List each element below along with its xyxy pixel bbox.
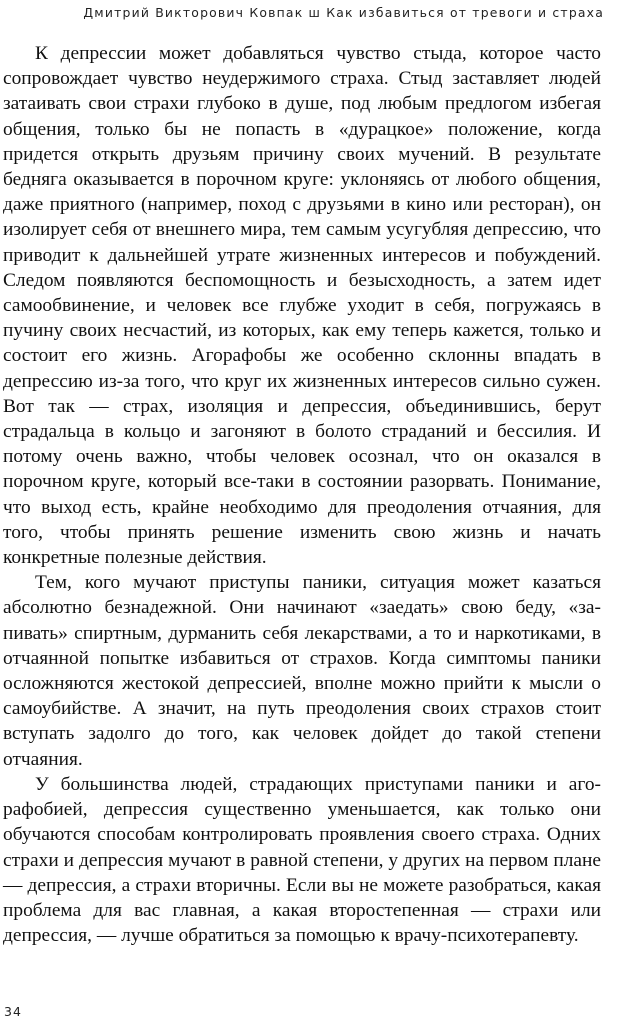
page-number: 34: [4, 1004, 22, 1019]
running-header: Дмитрий Викторович Ковпак ш Как избавиться от тревоги и страха: [83, 5, 604, 20]
paragraph-1: К депрессии может добавляться чувство стыда, которое часто сопровождает чувство неудержимого страха. Стыд заставляет людей затаивать свои страхи глубоко в душе, под любым предлогом избегая общения, только бы не попасть в «дурацкое» положение, когда придется открыть друзьям причину своих мучений. В результате бедняга оказывается в порочном круге: уклоняясь от любого общения, даже приятного (например, поход с друзьями в кино или ресторан), он изолирует себя от внешнего мира, тем самым усугубляя депрессию, что приводит к дальнейшей утрате жизненных интересов и побуждений. Следом появляются беспомощность и безысходность, а затем идет самообвинение, и человек все глубже уходит в себя, погружаясь в пучину своих несчастий, из которых, как ему теперь кажется, только и состоит его жизнь. Агорафобы же особенно склонны впадать в депрессию из-за того, что круг их жизненных интересов сильно сужен. Вот так — страх, изоляция и депрессия, объединившись, берут страдальца в кольцо и загоняют в болото страданий и бессилия. И потому очень важно, чтобы человек осознал, что он оказался в порочном круге, который все-таки в состоянии разорвать. Понимание, что выход есть, крайне необходимо для преодоления отчаяния, для того, чтобы принять решение изменить свою жизнь и начать конкретные полезные действия.: [3, 43, 601, 569]
paragraph-2: Тем, кого мучают приступы паники, ситуация может казаться абсолютно безнадежной. Они начинают «заедать» свою беду, «запивать» спиртным, дурманить себя лекарствами, а то и наркотиками, в отчаянной попытке избавиться от страхов. Когда симптомы паники осложняются жестокой депрессией, вполне можно прийти к мысли о самоубийстве. А значит, на путь преодоления своих страхов стоит вступать задолго до того, как человек дойдет до такой степени отчаяния.: [3, 572, 601, 770]
paragraph-3: У большинства людей, страдающих приступами паники и агорафобией, депрессия существенно уменьшается, как только они обучаются способам контролировать проявления своего страха. Одних страхи и депрессия мучают в равной степени, у других на первом плане — депрессия, а страхи вторичны. Если вы не можете разобраться, какая проблема для вас главная, а какая второстепенная — страхи или депрессия, — лучше обратиться за помощью к врачу-психотерапевту.: [3, 773, 601, 947]
body-text: [3, 41, 601, 948]
